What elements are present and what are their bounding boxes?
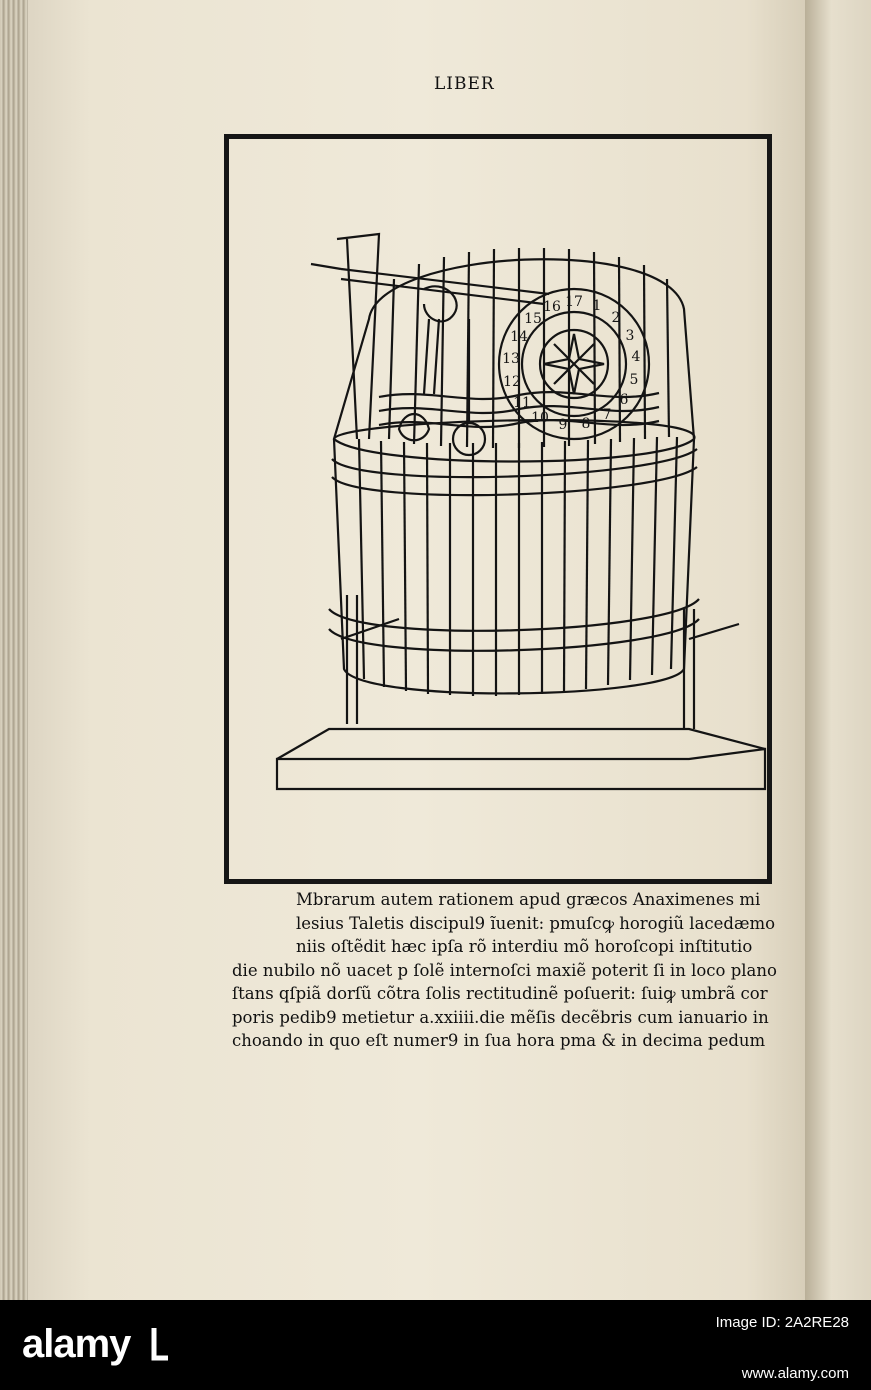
rope [424, 319, 439, 394]
text-line: poris pedib9 metietur a.xxiiii.die mẽſis decẽbris cum ianuario in [232, 1007, 769, 1027]
dial-numeral: 9 [558, 417, 568, 433]
alamy-mark-icon [150, 1324, 172, 1362]
alamy-logo: alamy [22, 1322, 131, 1366]
hoop-bottom [329, 599, 699, 631]
watermark-banner [0, 1300, 871, 1390]
site-url: www.alamy.com [741, 1365, 849, 1382]
dial-numeral: 15 [524, 311, 542, 327]
dial-numeral: 8 [581, 416, 591, 432]
dial-numeral: 16 [543, 299, 561, 315]
dial-numeral: 1 [592, 298, 602, 314]
dial-numeral: 14 [510, 329, 528, 345]
text-line: lesius Taletis discipul9 ĩuenit: pmuſcꝙ horogiũ lacedæmo [296, 913, 776, 933]
water-clock-drawing [229, 139, 767, 879]
dial-numeral: 12 [503, 374, 521, 390]
dial-numeral: 17 [565, 294, 583, 310]
image-id: Image ID: 2A2RE28 [715, 1314, 849, 1331]
text-line: die nubilo nõ uacet p ſolẽ internoſci maxiẽ poterit ſi in loco plano [232, 960, 777, 980]
dial-numeral: 2 [611, 310, 621, 326]
body-text [232, 888, 792, 1053]
dial-numeral: 5 [629, 372, 639, 388]
woodcut-illustration [224, 134, 772, 884]
text-line: ſtans qſpiã dorſũ cõtra ſolis rectitudinẽ poſuerit: ſuiꝙ umbrã cor [232, 984, 768, 1003]
text-line: niis oſtẽdit hæc ipſa rõ interdiu mõ horoſcopi inſtitutio [296, 937, 753, 956]
stand-legs [347, 595, 694, 729]
banner-info [716, 1314, 849, 1382]
dial-numeral: 3 [625, 328, 635, 344]
dial-numeral: 13 [502, 351, 520, 367]
dial-numeral: 4 [631, 349, 641, 365]
dial-numeral: 10 [531, 410, 549, 426]
running-header: LIBER [434, 74, 495, 94]
text-line: choando in quo eſt numer9 in ſua hora pma & in decima pedum [232, 1031, 766, 1050]
opposite-page [805, 0, 871, 1300]
dial-numeral: 7 [602, 407, 612, 423]
base-board [277, 749, 765, 789]
dial-numeral: 6 [619, 392, 629, 408]
axle-bar [341, 269, 549, 304]
float-ball [453, 423, 485, 455]
dial-numeral: 11 [513, 395, 531, 411]
text-line: Mbrarum autem rationem apud græcos Anaximenes mi [296, 890, 761, 909]
